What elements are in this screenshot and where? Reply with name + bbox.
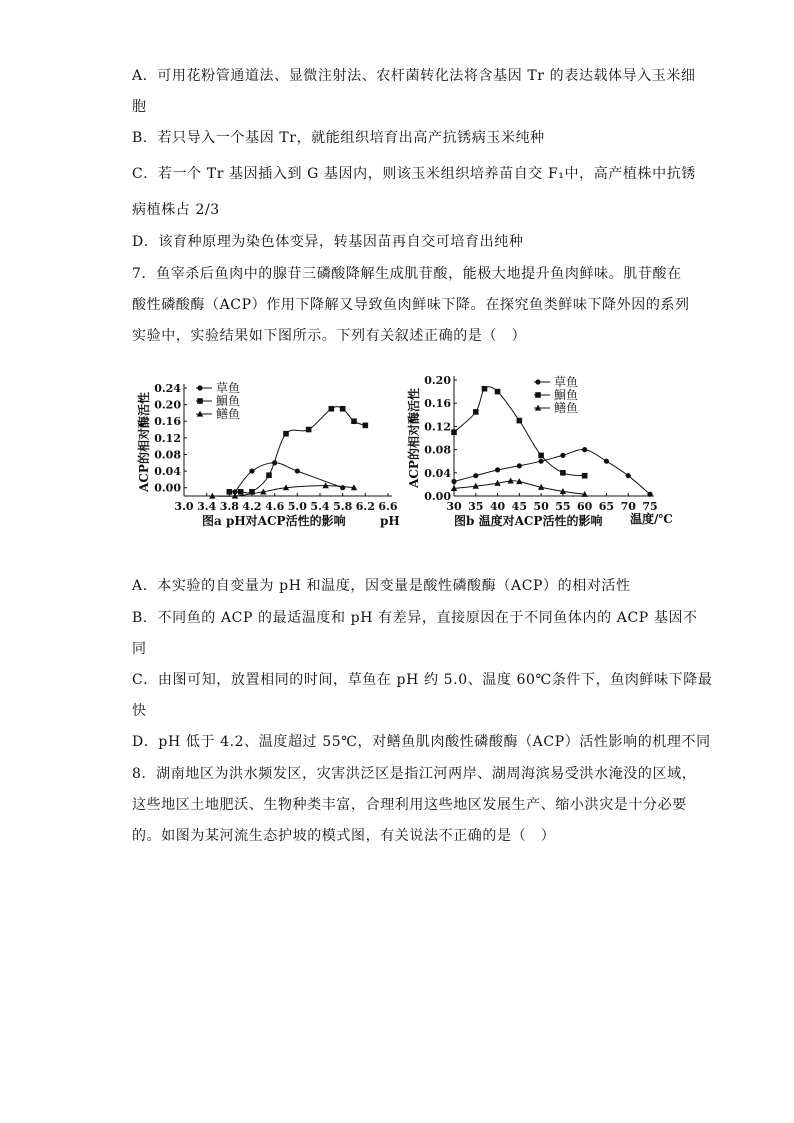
x-tick-label: 70 <box>620 500 636 513</box>
option-c-q7-line1: C．由图可知，放置相同的时间，草鱼在 pH 约 5.0、温度 60℃条件下，鱼肉鲜味下降最 <box>132 672 713 688</box>
y-axis-label: ACP的相对酶活性 <box>407 388 421 488</box>
data-point <box>340 485 345 490</box>
x-tick-label: 35 <box>468 500 484 513</box>
y-tick-label: 0.00 <box>424 490 451 503</box>
option-b-q6: B．若只导入一个基因 Tr，就能组织培育出高产抗锈病玉米纯种 <box>132 130 545 146</box>
x-tick-label: 55 <box>555 500 571 513</box>
data-point <box>560 453 565 458</box>
option-c-q7-line2: 快 <box>132 703 147 719</box>
option-b-q7-line2: 同 <box>132 641 147 657</box>
data-point <box>249 468 254 473</box>
x-tick-label: 4.6 <box>265 500 285 513</box>
legend-marker <box>535 379 540 384</box>
data-point <box>626 473 631 478</box>
legend-label: 鳝鱼 <box>554 401 579 415</box>
x-tick-label: 3.4 <box>197 500 217 513</box>
data-point <box>495 467 500 472</box>
data-point <box>582 473 588 479</box>
y-tick-label: 0.08 <box>154 448 181 462</box>
y-tick-label: 0.16 <box>424 397 451 411</box>
x-tick-label: 65 <box>598 500 615 513</box>
series-line <box>229 407 365 493</box>
question-7-line1: 7．鱼宰杀后鱼肉中的腺苷三磷酸降解生成肌苷酸，能极大地提升鱼肉鲜味。肌苷酸在 <box>132 266 682 282</box>
y-axis-label: ACP的相对酶活性 <box>137 392 151 492</box>
y-tick-label: 0.20 <box>154 398 181 412</box>
option-b-q7-line1: B．不同鱼的 ACP 的最适温度和 pH 有差异，直接原因在于不同鱼体内的 ACP 基因不 <box>132 610 698 626</box>
legend-label: 鮰鱼 <box>216 394 241 408</box>
series-line <box>454 449 650 494</box>
legend-marker <box>197 385 202 390</box>
x-tick-label: 50 <box>533 500 549 513</box>
y-tick-label: 0.20 <box>424 374 451 387</box>
y-tick-label: 0.04 <box>154 465 181 479</box>
legend-marker <box>197 398 203 404</box>
option-a-q7: A．本实验的自变量为 pH 和温度，因变量是酸性磷酸酶（ACP）的相对活性 <box>132 578 631 594</box>
data-point <box>363 423 369 429</box>
data-point <box>283 431 289 437</box>
x-tick-label: 30 <box>446 500 462 513</box>
data-point <box>538 453 544 459</box>
question-7-line2: 酸性磷酸酶（ACP）作用下降解又导致鱼肉鲜味下降。在探究鱼类鲜味下降外因的系列 <box>132 297 690 313</box>
option-c-q6-line2: 病植株占 2/3 <box>132 202 220 218</box>
x-tick-label: 3.0 <box>174 500 194 513</box>
question-8-line1: 8．湖南地区为洪水频发区，灾害洪泛区是指江河两岸、湖周海滨易受洪水淹没的区域， <box>132 766 697 782</box>
data-point <box>227 489 233 495</box>
y-tick-label: 0.04 <box>424 466 451 480</box>
y-tick-label: 0.00 <box>154 481 181 495</box>
data-point <box>473 409 479 415</box>
legend-label: 鳝鱼 <box>216 407 241 421</box>
x-tick-label: 5.0 <box>287 500 307 513</box>
y-tick-label: 0.12 <box>154 431 181 445</box>
option-c-q6-line1: C．若一个 Tr 基因插入到 G 基因内，则该玉米组织培养苗自交 F₁中，高产植株中抗锈 <box>132 166 696 182</box>
x-tick-label: 75 <box>642 500 658 513</box>
data-point <box>238 489 244 495</box>
chart-ph-effect <box>132 364 404 536</box>
data-point <box>647 492 652 497</box>
legend-label: 草鱼 <box>216 381 241 395</box>
question-8-line2: 这些地区土地肥沃、生物种类丰富，合理利用这些地区发展生产、缩小洪灾是十分必要 <box>132 797 687 813</box>
data-point <box>351 418 357 424</box>
data-point <box>495 389 501 395</box>
question-8-line3: 的。如图为某河流生态护坡的模式图，有关说法不正确的是（ ） <box>132 828 556 844</box>
data-point <box>295 468 300 473</box>
option-d-q7: D．pH 低于 4.2、温度超过 55℃，对鳝鱼肌肉酸性磷酸酶（ACP）活性影响的机理不同 <box>132 734 711 750</box>
data-point <box>473 473 478 478</box>
legend-marker <box>535 392 541 398</box>
x-tick-label: 3.8 <box>219 500 239 513</box>
data-point <box>517 463 522 468</box>
data-point <box>604 459 609 464</box>
legend-label: 鮰鱼 <box>554 388 579 402</box>
y-tick-label: 0.24 <box>154 382 181 395</box>
option-a-q6-line1: A．可用花粉管通道法、显微注射法、农杆菌转化法将含基因 Tr 的表达载体导入玉米细 <box>132 68 696 84</box>
x-tick-label: 6.2 <box>355 500 375 513</box>
y-tick-label: 0.16 <box>154 415 181 429</box>
option-d-q6: D．该育种原理为染色体变异，转基因苗再自交可培育出纯种 <box>132 234 524 250</box>
data-point <box>306 427 312 433</box>
figure-caption: 图b 温度对ACP活性的影响 <box>454 514 603 528</box>
data-point <box>451 429 457 435</box>
chart-temperature-effect <box>402 364 687 536</box>
x-axis-label: 温度/℃ <box>630 512 673 526</box>
x-tick-label: 45 <box>511 500 527 513</box>
data-point <box>329 406 335 412</box>
option-a-q6-line2: 胞 <box>132 99 147 115</box>
y-tick-label: 0.08 <box>424 443 451 457</box>
data-point <box>582 447 587 452</box>
data-point <box>482 386 488 392</box>
x-tick-label: 40 <box>489 500 506 513</box>
figure-caption: 图a pH对ACP活性的影响 <box>202 514 346 528</box>
x-tick-label: 6.6 <box>378 500 398 513</box>
question-7-line3: 实验中，实验结果如下图所示。下列有关叙述正确的是（ ） <box>132 328 527 344</box>
y-tick-label: 0.12 <box>424 420 451 434</box>
x-tick-label: 5.8 <box>333 500 353 513</box>
series-square <box>227 406 369 495</box>
x-tick-label: 4.2 <box>242 500 262 513</box>
x-tick-label: 60 <box>577 500 593 513</box>
data-point <box>539 459 544 464</box>
data-point <box>266 472 272 478</box>
data-point <box>340 406 346 412</box>
data-point <box>451 479 456 484</box>
data-point <box>560 470 566 476</box>
data-point <box>517 418 523 424</box>
x-tick-label: 5.4 <box>310 500 330 513</box>
legend-label: 草鱼 <box>554 375 579 389</box>
x-axis-label: pH <box>380 514 400 528</box>
